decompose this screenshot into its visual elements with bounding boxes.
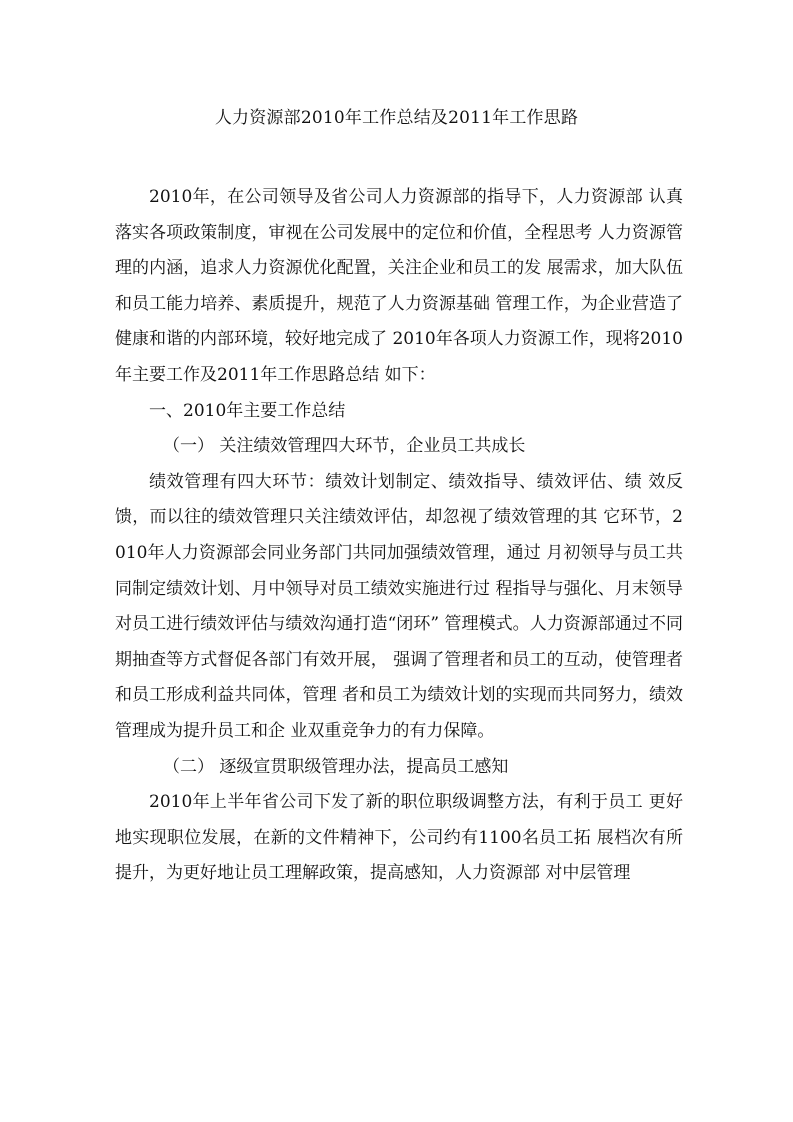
performance-paragraph: 绩效管理有四大环节：绩效计划制定、绩效指导、绩效评估、绩 效反馈，而以往的绩效管理只关注绩效评估，却忽视了绩效管理的其 它环节，2010年人力资源部会同业务部门共同加强绩效管理，通过 月初领导与员工共同制定绩效计划、月中领导对员工绩效实施进行过 程指导与强化、月末领导对员工进行绩效评估与绩效沟通打造“闭环” 管理模式。人力资源部通过不同期抽查等方式督促各部门有效开展， 强调了管理者和员工的互动，使管理者和员工形成利益共同体，管理 者和员工为绩效计划的实现而共同努力，绩效管理成为提升员工和企 业双重竞争力的有力保障。 — [115, 471, 683, 741]
subsection-heading-performance: （一） 关注绩效管理四大环节，企业员工共成长 — [163, 436, 526, 457]
document-body — [115, 180, 683, 892]
subsection-heading-rank-management: （二） 逐级宣贯职级管理办法，提高员工感知 — [163, 756, 509, 777]
rank-management-paragraph: 2010年上半年省公司下发了新的职位职级调整方法，有利于员工 更好地实现职位发展，在新的文件精神下，公司约有1100名员工拓 展档次有所提升，为更好地让员工理解政策，提高感知，人力资源部 对中层管理 — [115, 792, 683, 884]
section-heading-2010-summary: 一、2010年主要工作总结 — [149, 400, 346, 421]
document-title: 人力资源部2010年工作总结及2011年工作思路 — [214, 108, 579, 128]
intro-paragraph: 2010年，在公司领导及省公司人力资源部的指导下，人力资源部 认真落实各项政策制度，审视在公司发展中的定位和价值，全程思考 人力资源管理的内涵，追求人力资源优化配置，关注企业和员工的发 展需求，加大队伍和员工能力培养、素质提升，规范了人力资源基础 管理工作，为企业营造了健康和谐的内部环境，较好地完成了 2010年各项人力资源工作，现将2010年主要工作及2011年工作思路总结 如下： — [115, 187, 683, 385]
